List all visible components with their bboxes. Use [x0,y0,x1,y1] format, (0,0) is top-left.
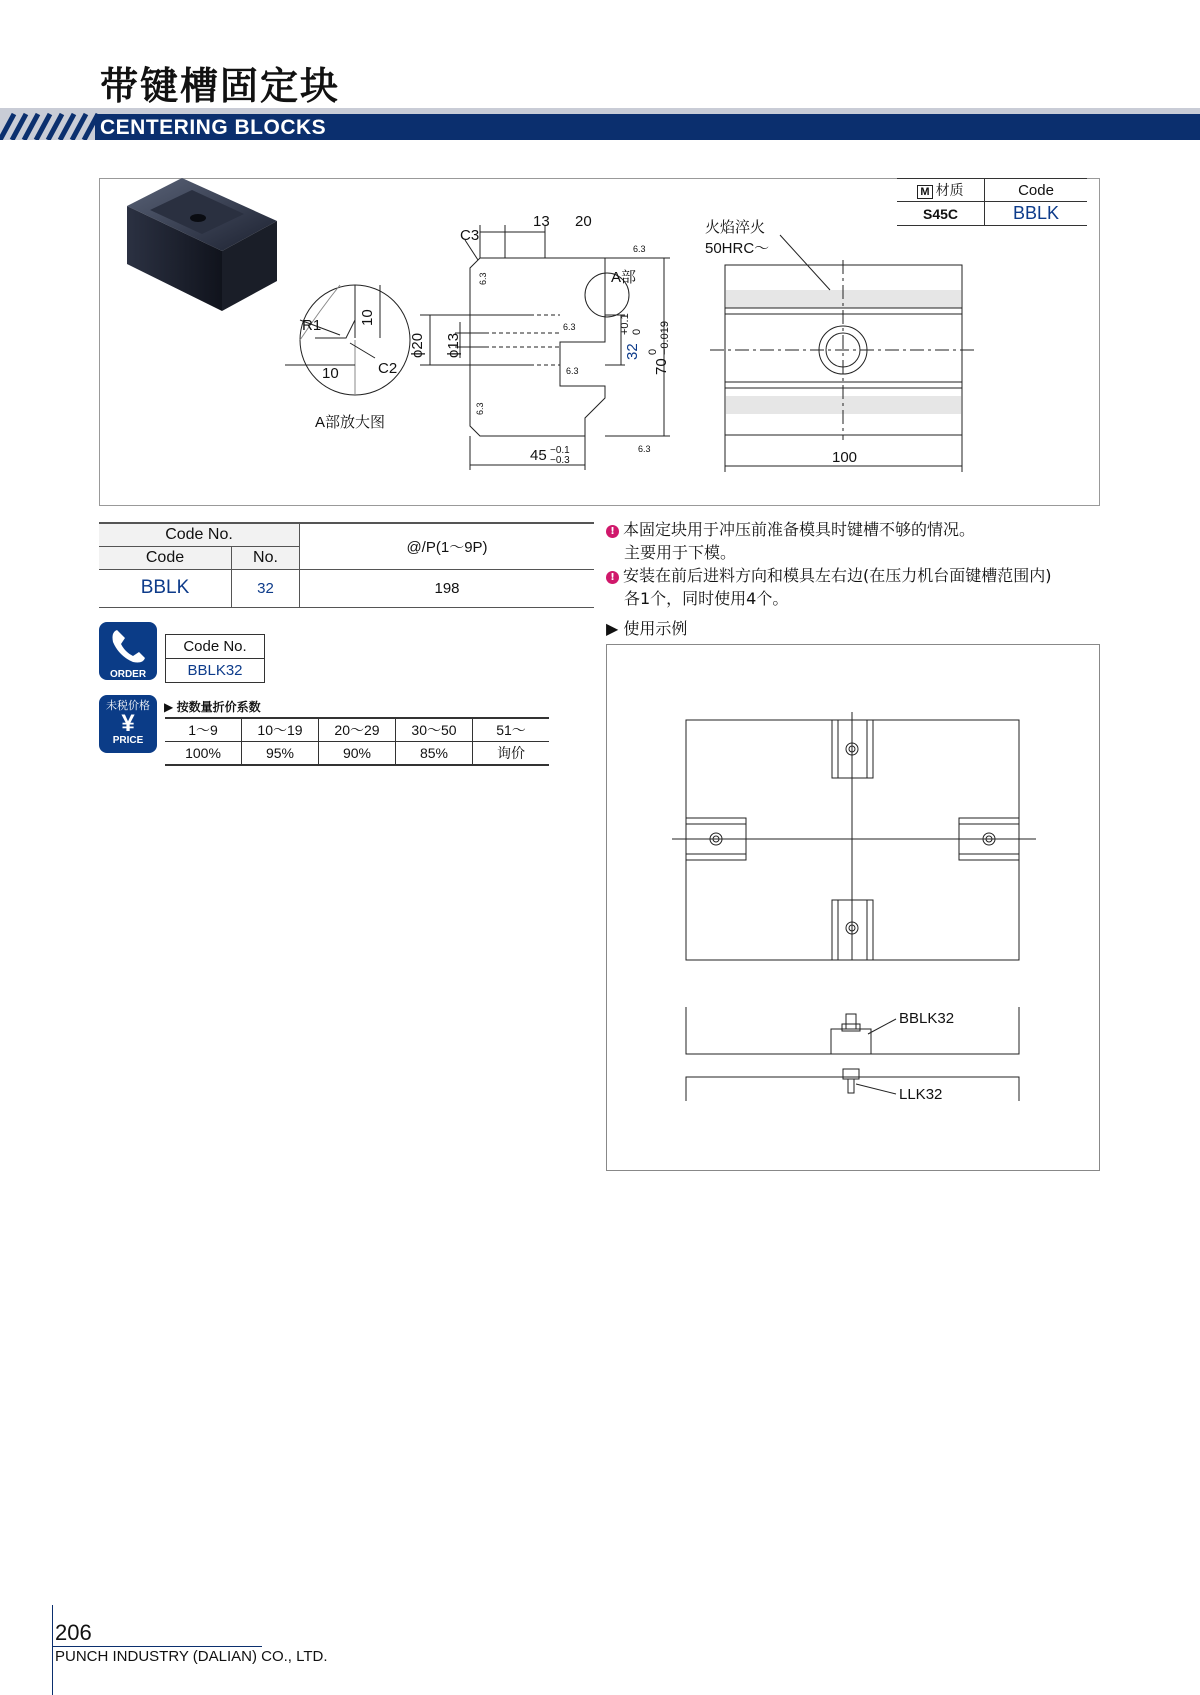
price-label: PRICE [112,735,144,746]
row-price: 198 [300,569,595,607]
rate-cell: 85% [396,742,473,766]
note-1a: 本固定块用于冲压前准备模具时键槽不够的情况。 [623,520,976,539]
roughness-mark: 6.3 [475,402,485,415]
dim-32: 32 [624,343,641,360]
dim-phi20: ϕ20 [409,332,426,358]
dim-20: 20 [575,213,592,230]
code-value: BBLK [985,202,1088,226]
note-2a: 安装在前后进料方向和模具左右边(在压力机台面键槽范围内) [623,566,1052,585]
code-header: Code [985,179,1088,202]
triangle-icon: ▶ [606,619,619,638]
discount-table [165,717,549,766]
bblk-label: BBLK32 [899,1010,955,1027]
dim-10v: 10 [359,309,376,326]
info-icon: ! [606,525,619,538]
dim-45: 45 [530,447,547,464]
material-header: M 材质 [897,179,985,202]
company-name: PUNCH INDUSTRY (DALIAN) CO., LTD. [55,1648,328,1665]
footer-rule-horizontal [52,1646,262,1647]
llk-label: LLK32 [899,1086,943,1103]
dim-c3: C3 [460,227,480,244]
notes [606,518,1106,610]
page-number: 206 [55,1620,92,1645]
technical-drawing [280,210,1000,475]
product-photo [122,176,282,311]
row-code: BBLK [99,569,232,607]
page-title: 带键槽固定块 [100,64,341,108]
no-header: No. [232,546,300,569]
dim-c2: C2 [378,360,398,377]
top-view [705,219,975,472]
dim-70: 70 [653,358,670,375]
roughness-mark: 6.3 [478,272,488,285]
roughness-mark: 6.3 [638,444,651,454]
dim-100: 100 [832,449,858,466]
qty-cell: 20～29 [319,718,396,742]
dim-32-tol-up: +0.1 [619,313,631,335]
code-header: Code [99,546,232,569]
hrc-label: 50HRC～ [705,240,770,257]
phone-icon [99,622,157,666]
discount-title: ▶ 按数量折价系数 [164,700,261,714]
rate-cell: 询价 [473,742,550,766]
code-no-header: Code No. [99,523,300,546]
price-header: @/P(1～9P) [300,523,595,569]
price-badge-top: 未税价格 [106,700,150,712]
dim-10h: 10 [322,365,339,382]
page-subtitle: CENTERING BLOCKS [100,116,327,139]
detail-label: A部放大图 [315,414,386,431]
side-view [409,213,671,470]
row-no: 32 [232,569,300,607]
roughness-mark: 6.3 [563,322,576,332]
order-code-value: BBLK32 [187,662,243,679]
info-icon: ! [606,571,619,584]
qty-cell: 30～50 [396,718,473,742]
order-badge [99,622,157,680]
footer-rule-vertical [52,1605,53,1695]
header-hatch [0,108,100,140]
dim-phi13: ϕ13 [445,332,462,358]
note-1b: 主要用于下模。 [624,543,737,562]
dim-45-tol-up: −0.1 [550,445,570,456]
qty-cell: 51～ [473,718,550,742]
note-2b: 各1个，同时使用4个。 [624,589,789,608]
rate-cell: 90% [319,742,396,766]
price-badge [99,695,157,753]
dim-32-tol-low: 0 [631,328,643,335]
code-table [99,522,594,608]
triangle-icon: ▶ [164,700,174,714]
order-code-box [165,634,265,683]
dim-r1: R1 [302,317,322,334]
order-label: ORDER [109,669,147,680]
rate-cell: 95% [242,742,319,766]
dim-70-tol-up: 0 [647,348,659,355]
qty-cell: 1～9 [165,718,242,742]
yen-icon: ¥ [121,710,135,737]
rate-cell: 100% [165,742,242,766]
dim-45-tol-low: −0.3 [550,455,570,466]
hardening-label: 火焰淬火 [705,219,766,236]
material-value: S45C [897,202,985,226]
dim-70-tol-low: −0.019 [659,321,671,355]
material-icon: M [917,185,932,199]
roughness-mark: 6.3 [633,244,646,254]
a-part-label: A部 [611,269,637,286]
detail-view [285,285,410,431]
qty-cell: 10～19 [242,718,319,742]
roughness-mark: 6.3 [566,366,579,376]
usage-title: ▶ 使用示例 [606,619,688,638]
dim-13: 13 [533,213,550,230]
order-code-label: Code No. [166,635,265,659]
usage-example-drawing [606,644,1100,1171]
